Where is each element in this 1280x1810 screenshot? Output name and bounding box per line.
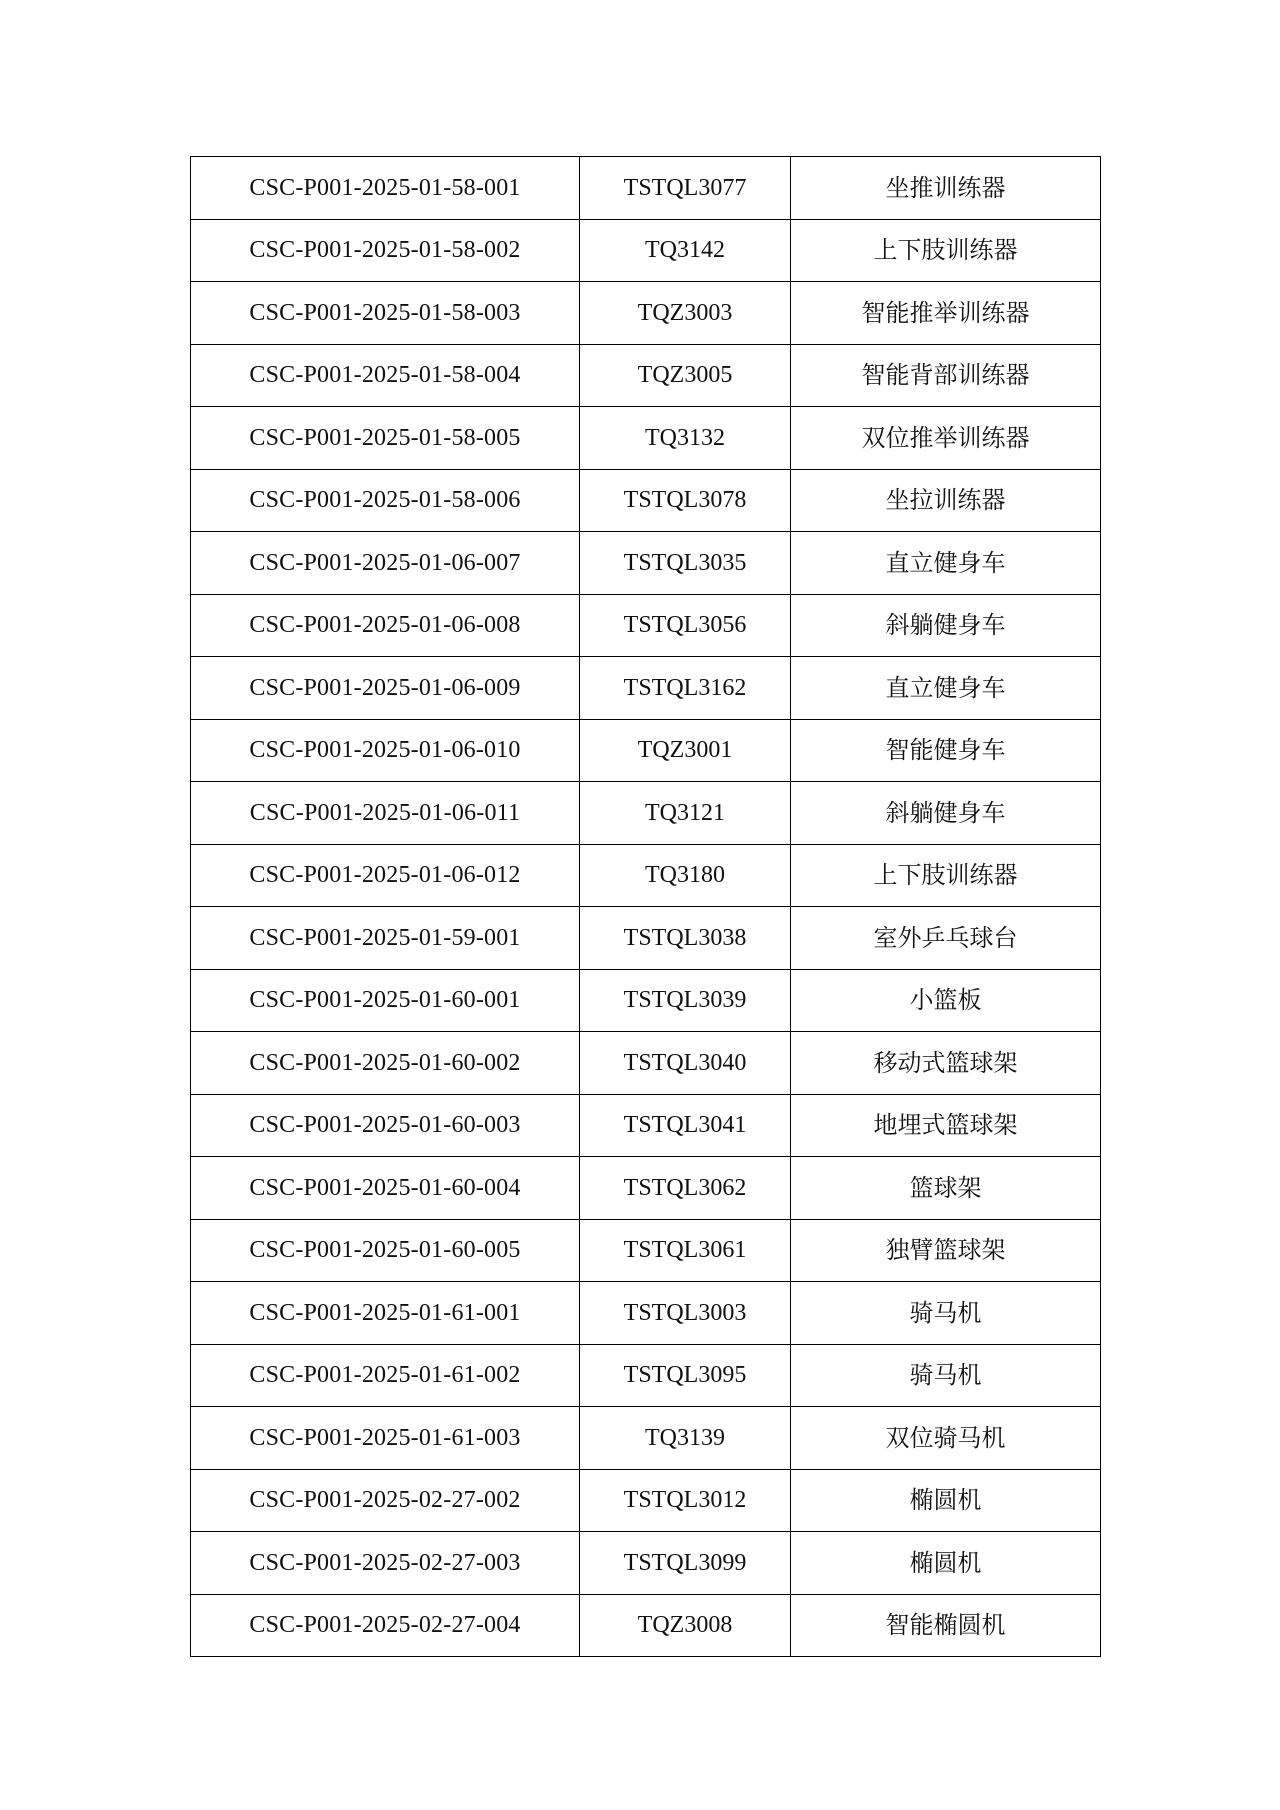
product-name-cell: 直立健身车 [791, 532, 1101, 595]
certificate-code-cell: CSC-P001-2025-01-58-006 [191, 469, 580, 532]
certificate-code-cell: CSC-P001-2025-01-06-012 [191, 844, 580, 907]
model-number-cell: TSTQL3039 [580, 969, 791, 1032]
table-row [191, 594, 1101, 657]
product-name-cell: 椭圆机 [791, 1469, 1101, 1532]
model-number-cell: TQ3132 [580, 407, 791, 470]
product-name-cell: 智能健身车 [791, 719, 1101, 782]
product-name-cell: 篮球架 [791, 1157, 1101, 1220]
table-row [191, 1157, 1101, 1220]
table-row [191, 282, 1101, 345]
product-name-cell: 智能背部训练器 [791, 344, 1101, 407]
product-name-cell: 独臂篮球架 [791, 1219, 1101, 1282]
model-number-cell: TSTQL3041 [580, 1094, 791, 1157]
table-row [191, 219, 1101, 282]
certificate-code-cell: CSC-P001-2025-01-61-001 [191, 1282, 580, 1345]
model-number-cell: TQZ3003 [580, 282, 791, 345]
certificate-code-cell: CSC-P001-2025-01-06-011 [191, 782, 580, 845]
table-row [191, 1032, 1101, 1095]
table-row [191, 907, 1101, 970]
product-name-cell: 室外乒乓球台 [791, 907, 1101, 970]
table-row [191, 1594, 1101, 1657]
certificate-code-cell: CSC-P001-2025-01-61-003 [191, 1407, 580, 1470]
product-name-cell: 地埋式篮球架 [791, 1094, 1101, 1157]
table-row [191, 1219, 1101, 1282]
product-name-cell: 椭圆机 [791, 1532, 1101, 1595]
certificate-code-cell: CSC-P001-2025-01-60-003 [191, 1094, 580, 1157]
model-number-cell: TSTQL3038 [580, 907, 791, 970]
model-number-cell: TSTQL3099 [580, 1532, 791, 1595]
model-number-cell: TSTQL3012 [580, 1469, 791, 1532]
certificate-code-cell: CSC-P001-2025-01-60-001 [191, 969, 580, 1032]
table-row [191, 719, 1101, 782]
table-row [191, 407, 1101, 470]
certificate-code-cell: CSC-P001-2025-02-27-004 [191, 1594, 580, 1657]
table-row [191, 1094, 1101, 1157]
certificate-code-cell: CSC-P001-2025-02-27-002 [191, 1469, 580, 1532]
model-number-cell: TSTQL3003 [580, 1282, 791, 1345]
product-name-cell: 骑马机 [791, 1344, 1101, 1407]
model-number-cell: TSTQL3162 [580, 657, 791, 720]
table-row [191, 1532, 1101, 1595]
model-number-cell: TQ3121 [580, 782, 791, 845]
table-row [191, 469, 1101, 532]
model-number-cell: TSTQL3077 [580, 157, 791, 220]
product-name-cell: 双位骑马机 [791, 1407, 1101, 1470]
model-number-cell: TQZ3001 [580, 719, 791, 782]
product-name-cell: 斜躺健身车 [791, 782, 1101, 845]
certificate-code-cell: CSC-P001-2025-01-06-010 [191, 719, 580, 782]
product-name-cell: 智能推举训练器 [791, 282, 1101, 345]
table-row [191, 1469, 1101, 1532]
product-name-cell: 小篮板 [791, 969, 1101, 1032]
certificate-code-cell: CSC-P001-2025-01-58-001 [191, 157, 580, 220]
table-row [191, 1407, 1101, 1470]
product-name-cell: 移动式篮球架 [791, 1032, 1101, 1095]
certificate-code-cell: CSC-P001-2025-01-60-005 [191, 1219, 580, 1282]
model-number-cell: TSTQL3062 [580, 1157, 791, 1220]
table-body [191, 157, 1101, 1657]
model-number-cell: TSTQL3061 [580, 1219, 791, 1282]
certificate-code-cell: CSC-P001-2025-01-58-003 [191, 282, 580, 345]
product-name-cell: 坐推训练器 [791, 157, 1101, 220]
model-number-cell: TSTQL3095 [580, 1344, 791, 1407]
product-name-cell: 上下肢训练器 [791, 844, 1101, 907]
product-name-cell: 直立健身车 [791, 657, 1101, 720]
certificate-code-cell: CSC-P001-2025-01-06-008 [191, 594, 580, 657]
product-name-cell: 上下肢训练器 [791, 219, 1101, 282]
model-number-cell: TQ3139 [580, 1407, 791, 1470]
certificate-code-cell: CSC-P001-2025-01-58-002 [191, 219, 580, 282]
model-number-cell: TSTQL3056 [580, 594, 791, 657]
model-number-cell: TSTQL3035 [580, 532, 791, 595]
product-name-cell: 智能椭圆机 [791, 1594, 1101, 1657]
table-row [191, 532, 1101, 595]
table-row [191, 157, 1101, 220]
model-number-cell: TQZ3005 [580, 344, 791, 407]
model-number-cell: TQ3180 [580, 844, 791, 907]
certificate-code-cell: CSC-P001-2025-01-58-004 [191, 344, 580, 407]
product-name-cell: 双位推举训练器 [791, 407, 1101, 470]
table-row [191, 657, 1101, 720]
model-number-cell: TSTQL3040 [580, 1032, 791, 1095]
table-row [191, 969, 1101, 1032]
table-row [191, 844, 1101, 907]
table-row [191, 1344, 1101, 1407]
model-number-cell: TQZ3008 [580, 1594, 791, 1657]
table-row [191, 344, 1101, 407]
product-name-cell: 斜躺健身车 [791, 594, 1101, 657]
certificate-code-cell: CSC-P001-2025-01-59-001 [191, 907, 580, 970]
table-row [191, 782, 1101, 845]
model-number-cell: TQ3142 [580, 219, 791, 282]
certificate-code-cell: CSC-P001-2025-02-27-003 [191, 1532, 580, 1595]
certificate-code-cell: CSC-P001-2025-01-60-004 [191, 1157, 580, 1220]
certificate-code-cell: CSC-P001-2025-01-61-002 [191, 1344, 580, 1407]
certificate-code-cell: CSC-P001-2025-01-60-002 [191, 1032, 580, 1095]
certificate-code-cell: CSC-P001-2025-01-06-007 [191, 532, 580, 595]
model-number-cell: TSTQL3078 [580, 469, 791, 532]
certificate-table [190, 156, 1101, 1657]
certificate-code-cell: CSC-P001-2025-01-58-005 [191, 407, 580, 470]
product-name-cell: 坐拉训练器 [791, 469, 1101, 532]
table-row [191, 1282, 1101, 1345]
product-name-cell: 骑马机 [791, 1282, 1101, 1345]
certificate-code-cell: CSC-P001-2025-01-06-009 [191, 657, 580, 720]
